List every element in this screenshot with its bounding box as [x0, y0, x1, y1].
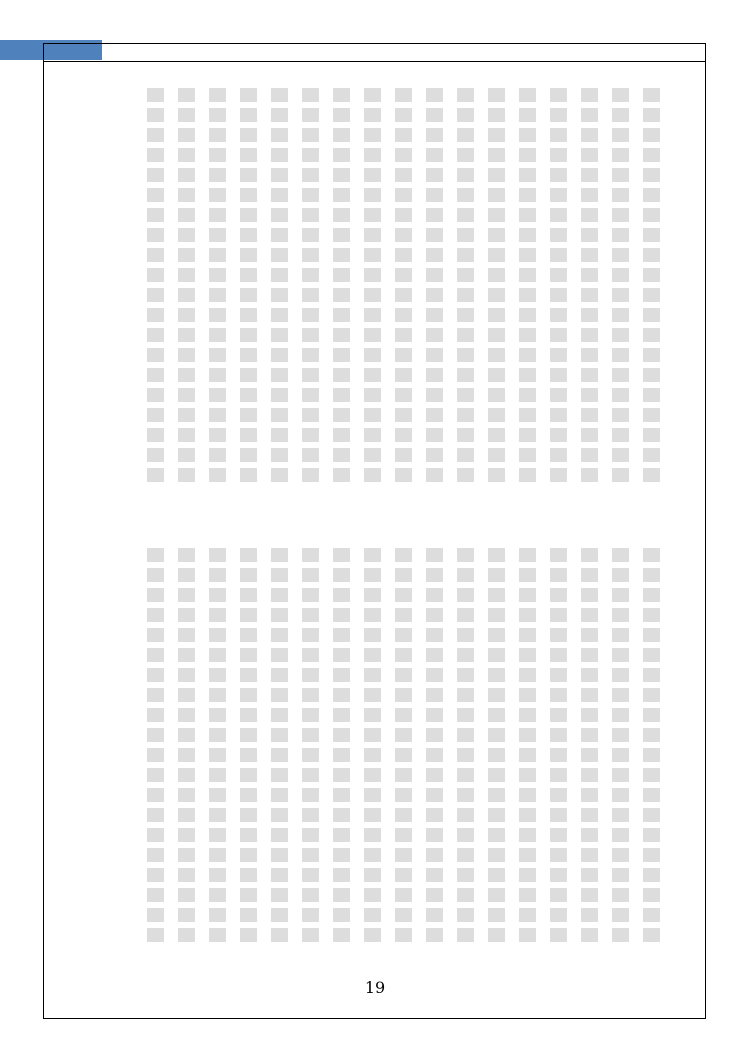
- text-column-placeholder: [271, 545, 288, 945]
- text-column-placeholder: [643, 545, 660, 945]
- page-number: 19: [364, 978, 386, 997]
- text-column-placeholder: [147, 85, 164, 485]
- text-column-placeholder: [147, 545, 164, 945]
- text-column-placeholder: [643, 85, 660, 485]
- upper-text-block-placeholder: [100, 85, 660, 485]
- text-column-placeholder: [364, 545, 381, 945]
- text-column-placeholder: [581, 545, 598, 945]
- text-column-placeholder: [209, 85, 226, 485]
- text-column-placeholder: [550, 545, 567, 945]
- text-column-placeholder: [271, 85, 288, 485]
- text-column-placeholder: [240, 85, 257, 485]
- text-column-placeholder: [457, 85, 474, 485]
- text-column-placeholder: [240, 545, 257, 945]
- text-column-placeholder: [302, 545, 319, 945]
- text-column-placeholder: [209, 545, 226, 945]
- text-column-placeholder: [333, 545, 350, 945]
- text-column-placeholder: [488, 85, 505, 485]
- text-column-placeholder: [550, 85, 567, 485]
- header-rule: [43, 61, 706, 62]
- text-column-placeholder: [581, 85, 598, 485]
- text-column-placeholder: [178, 545, 195, 945]
- lower-text-block-placeholder: [100, 545, 660, 945]
- text-column-placeholder: [364, 85, 381, 485]
- text-column-placeholder: [178, 85, 195, 485]
- text-column-placeholder: [333, 85, 350, 485]
- text-column-placeholder: [519, 85, 536, 485]
- text-column-placeholder: [302, 85, 319, 485]
- text-column-placeholder: [395, 85, 412, 485]
- text-column-placeholder: [426, 545, 443, 945]
- text-column-placeholder: [488, 545, 505, 945]
- text-column-placeholder: [426, 85, 443, 485]
- text-column-placeholder: [612, 85, 629, 485]
- text-column-placeholder: [395, 545, 412, 945]
- text-column-placeholder: [612, 545, 629, 945]
- text-column-placeholder: [519, 545, 536, 945]
- text-column-placeholder: [457, 545, 474, 945]
